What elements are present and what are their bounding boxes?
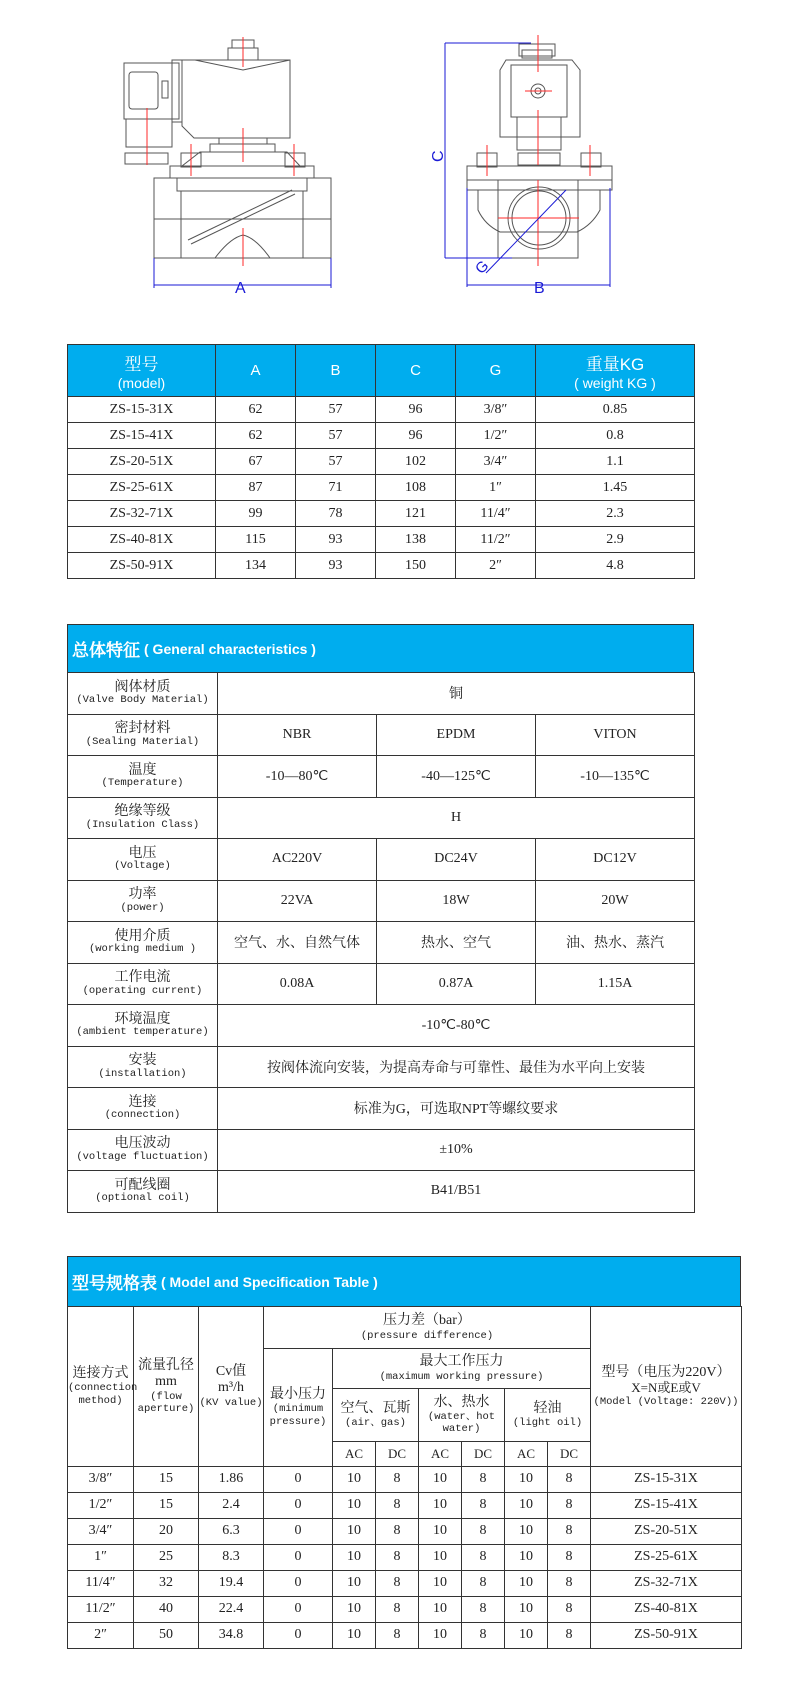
cell-value: 热水、空气: [377, 922, 536, 964]
model-spec-table: [67, 1306, 742, 1649]
cell-g: 1/2″: [456, 423, 536, 449]
cell-c: 96: [376, 397, 456, 423]
table-row: [68, 1005, 695, 1047]
table-row: [68, 553, 695, 579]
cell-g: 3/4″: [456, 449, 536, 475]
cell-value: -10℃-80℃: [218, 1005, 695, 1047]
cell-c: 138: [376, 527, 456, 553]
dimensions-table: [67, 344, 695, 579]
cell-a: 99: [216, 501, 296, 527]
cell-a: 62: [216, 423, 296, 449]
table-row: 11/4″ 32 19.4 0 10 8 10 8 10 8 ZS-32-71X: [68, 1571, 742, 1597]
cell-model: ZS-32-71X: [68, 501, 216, 527]
dimension-label-c: C: [430, 150, 447, 162]
cell-weight: 1.1: [536, 449, 695, 475]
header-max-pressure: 最大工作压力 (maximum working pressure): [333, 1349, 591, 1389]
row-label: 使用介质 (working medium ): [68, 922, 218, 964]
cell-value: NBR: [218, 714, 377, 756]
cell-weight: 4.8: [536, 553, 695, 579]
cell-c: 96: [376, 423, 456, 449]
table-row: [68, 756, 695, 798]
cell-value: EPDM: [377, 714, 536, 756]
cell-value: 18W: [377, 880, 536, 922]
table-row: [68, 963, 695, 1005]
valve-dimension-drawing: [0, 0, 790, 300]
header-g: G: [456, 345, 536, 397]
row-label: 温度 (Temperature): [68, 756, 218, 798]
row-label: 电压波动 (voltage fluctuation): [68, 1129, 218, 1171]
cell-a: 87: [216, 475, 296, 501]
table-row: 3/4″ 20 6.3 0 10 8 10 8 10 8 ZS-20-51X: [68, 1519, 742, 1545]
dimension-label-a: A: [235, 280, 246, 297]
table-row: [68, 1171, 695, 1213]
table-row: [68, 673, 695, 715]
header-a: A: [216, 345, 296, 397]
cell-weight: 2.9: [536, 527, 695, 553]
header-weight: 重量KG ( weight KG ): [536, 345, 695, 397]
cell-model: ZS-20-51X: [68, 449, 216, 475]
table-row: [68, 714, 695, 756]
row-label: 功率 (power): [68, 880, 218, 922]
table-row: [68, 527, 695, 553]
cell-value: 铜: [218, 673, 695, 715]
table-row: [68, 880, 695, 922]
cell-c: 121: [376, 501, 456, 527]
cell-b: 93: [296, 553, 376, 579]
cell-g: 1″: [456, 475, 536, 501]
table-row: [68, 501, 695, 527]
cell-model: ZS-25-61X: [68, 475, 216, 501]
cell-b: 57: [296, 397, 376, 423]
cell-g: 2″: [456, 553, 536, 579]
row-label: 连接 (connection): [68, 1088, 218, 1130]
table-row: [68, 1088, 695, 1130]
header-water: 水、热水 (water、hot water): [419, 1389, 505, 1442]
cell-model: ZS-15-31X: [68, 397, 216, 423]
cell-c: 102: [376, 449, 456, 475]
cell-model: ZS-40-81X: [68, 527, 216, 553]
header-ac: AC: [505, 1442, 548, 1467]
cell-g: 3/8″: [456, 397, 536, 423]
cell-value: 标准为G，可选取NPT等螺纹要求: [218, 1088, 695, 1130]
table-row: [68, 397, 695, 423]
table-row: [68, 839, 695, 881]
header-model: 型号（电压为220V） X=N或E或V (Model (Voltage: 220V)): [591, 1307, 742, 1467]
header-light-oil: 轻油 (light oil): [505, 1389, 591, 1442]
cell-c: 108: [376, 475, 456, 501]
row-label: 环境温度 (ambient temperature): [68, 1005, 218, 1047]
cell-value: 0.87A: [377, 963, 536, 1005]
cell-value: DC24V: [377, 839, 536, 881]
cell-b: 71: [296, 475, 376, 501]
header-dc: DC: [548, 1442, 591, 1467]
table-row: 3/8″ 15 1.86 0 10 8 10 8 10 8 ZS-15-31X: [68, 1467, 742, 1493]
cell-b: 78: [296, 501, 376, 527]
cell-value: VITON: [536, 714, 695, 756]
spec-table-title: 型号规格表 ( Model and Specification Table ): [67, 1256, 741, 1306]
table-row: 2″ 50 34.8 0 10 8 10 8 10 8 ZS-50-91X: [68, 1623, 742, 1649]
front-view-centerlines: [487, 35, 590, 266]
cell-value: 按阀体流向安装，为提高寿命与可靠性、最佳为水平向上安装: [218, 1046, 695, 1088]
cell-weight: 2.3: [536, 501, 695, 527]
cell-value: -10—135℃: [536, 756, 695, 798]
row-label: 阀体材质 (Valve Body Material): [68, 673, 218, 715]
cell-value: -10—80℃: [218, 756, 377, 798]
table-header-row: [68, 345, 695, 397]
cell-weight: 0.85: [536, 397, 695, 423]
cell-a: 134: [216, 553, 296, 579]
header-ac: AC: [419, 1442, 462, 1467]
cell-g: 11/4″: [456, 501, 536, 527]
row-label: 安装 (installation): [68, 1046, 218, 1088]
table-row: [68, 423, 695, 449]
table-row: [68, 797, 695, 839]
table-row: [68, 1129, 695, 1171]
cell-value: 空气、水、自然气体: [218, 922, 377, 964]
header-c: C: [376, 345, 456, 397]
row-label: 可配线圈 (optional coil): [68, 1171, 218, 1213]
cell-b: 57: [296, 449, 376, 475]
table-row: [68, 1046, 695, 1088]
cell-value: 22VA: [218, 880, 377, 922]
row-label: 密封材料 (Sealing Material): [68, 714, 218, 756]
cell-weight: 1.45: [536, 475, 695, 501]
table-row: [68, 475, 695, 501]
cell-value: ±10%: [218, 1129, 695, 1171]
table-row: 11/2″ 40 22.4 0 10 8 10 8 10 8 ZS-40-81X: [68, 1597, 742, 1623]
cell-a: 62: [216, 397, 296, 423]
header-air-gas: 空气、瓦斯 (air、gas): [333, 1389, 419, 1442]
cell-value: 0.08A: [218, 963, 377, 1005]
header-dc: DC: [376, 1442, 419, 1467]
cell-weight: 0.8: [536, 423, 695, 449]
cell-value: H: [218, 797, 695, 839]
cell-model: ZS-15-41X: [68, 423, 216, 449]
row-label: 电压 (Voltage): [68, 839, 218, 881]
cell-value: 20W: [536, 880, 695, 922]
cell-model: ZS-50-91X: [68, 553, 216, 579]
general-characteristics-title: 总体特征 ( General characteristics ): [67, 624, 694, 672]
cell-g: 11/2″: [456, 527, 536, 553]
cell-value: AC220V: [218, 839, 377, 881]
row-label: 工作电流 (operating current): [68, 963, 218, 1005]
general-characteristics-table: [67, 672, 695, 1213]
header-model: 型号 (model): [68, 345, 216, 397]
table-row: [68, 922, 695, 964]
cell-a: 67: [216, 449, 296, 475]
header-flow-aperture: 流量孔径mm (flow aperture): [134, 1307, 199, 1467]
cell-value: -40—125℃: [377, 756, 536, 798]
row-label: 绝缘等级 (Insulation Class): [68, 797, 218, 839]
cell-value: 1.15A: [536, 963, 695, 1005]
header-min-pressure: 最小压力 (minimum pressure): [264, 1349, 333, 1467]
cell-b: 93: [296, 527, 376, 553]
header-b: B: [296, 345, 376, 397]
cell-c: 150: [376, 553, 456, 579]
table-row: 1/2″ 15 2.4 0 10 8 10 8 10 8 ZS-15-41X: [68, 1493, 742, 1519]
cell-b: 57: [296, 423, 376, 449]
cell-a: 115: [216, 527, 296, 553]
side-view-drawing: [124, 40, 331, 258]
dimension-label-g: G: [472, 257, 493, 278]
header-connection: 连接方式 (connection method): [68, 1307, 134, 1467]
cell-value: B41/B51: [218, 1171, 695, 1213]
cell-value: DC12V: [536, 839, 695, 881]
cell-value: 油、热水、蒸汽: [536, 922, 695, 964]
table-row: 1″ 25 8.3 0 10 8 10 8 10 8 ZS-25-61X: [68, 1545, 742, 1571]
dimension-label-b: B: [534, 280, 545, 297]
header-cv-value: Cv值 m³/h (KV value): [199, 1307, 264, 1467]
table-row: [68, 449, 695, 475]
header-pressure-difference: 压力差（bar） (pressure difference): [264, 1307, 591, 1349]
header-dc: DC: [462, 1442, 505, 1467]
header-ac: AC: [333, 1442, 376, 1467]
